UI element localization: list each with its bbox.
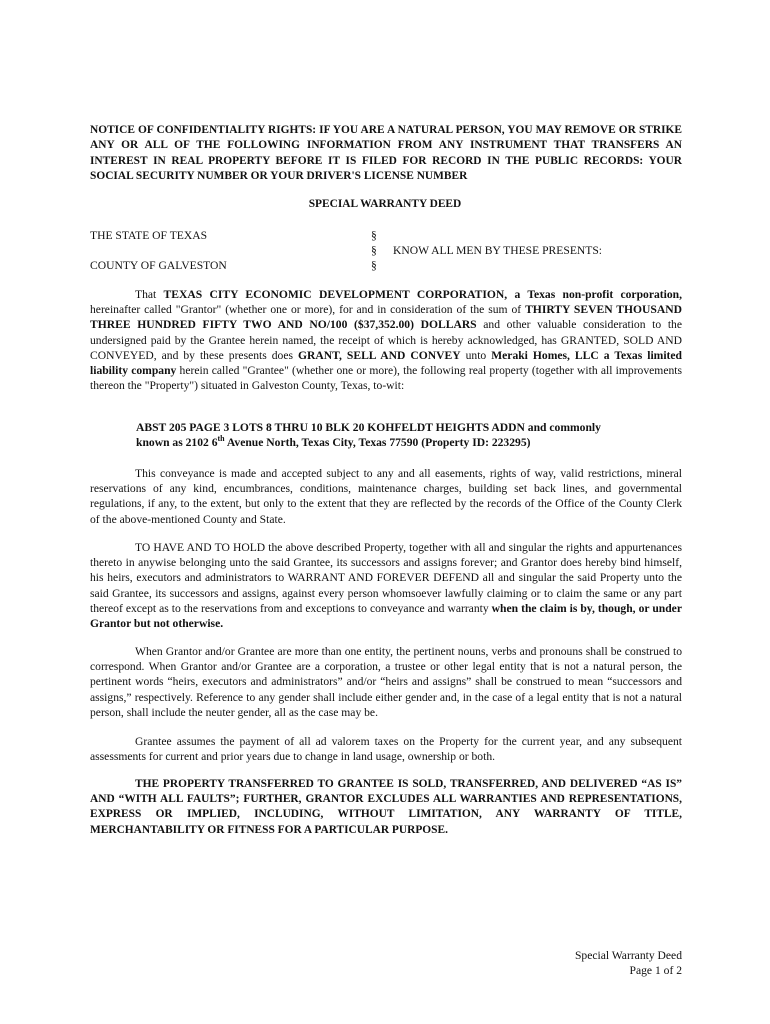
taxes-paragraph: Grantee assumes the payment of all ad valorem taxes on the Property for the current year, and any subsequent assessments for current and prior years due to change in land usage, ownership or both. [90,735,682,764]
document-title: SPECIAL WARRANTY DEED [308,198,462,210]
address-text: Avenue North, Texas City, Texas 77590 (Property ID: 223295) [224,436,531,450]
conveyance-paragraph [90,287,682,393]
state-caption: THE STATE OF TEXAS [90,229,208,242]
as-is-disclaimer: THE PROPERTY TRANSFERRED TO GRANTEE IS SOLD, TRANSFERRED, AND DELIVERED “AS IS” AND “WITH ALL FAULTS”; FURTHER, GRANTOR EXCLUDES ALL WARRANTIES AND REPRESENTATIONS, EXPRESS OR IMPLIED, INCLUDING, WITHOUT LIMITATION, ANY WARRANTY OF TITLE, MERCHANTABILITY OR FITNESS FOR A PARTICULAR PURPOSE. [90,778,682,836]
subject-to-paragraph: This conveyance is made and accepted subject to any and all easements, rights of way, valid restrictions, mineral reservations of any kind, encumbrances, conditions, maintenance charges, building set back lines, and governmental regulations, if any, to the extent, but only to the extent that they are reflected by the records of the Office of the County Clerk of the above-mentioned County and State. [90,467,682,526]
confidentiality-notice: NOTICE OF CONFIDENTIALITY RIGHTS: IF YOU ARE A NATURAL PERSON, YOU MAY REMOVE OR STRIKE ANY OR ALL OF THE FOLLOWING INFORMATION FROM ANY INSTRUMENT THAT TRANSFERS AN INTEREST IN REAL PROPERTY BEFORE IT IS FILED FOR RECORD IN THE PUBLIC RECORDS: YOUR SOCIAL SECURITY NUMBER OR YOUR DRIVER'S LICENSE NUMBER [90,124,682,182]
know-all-men-caption: KNOW ALL MEN BY THESE PRESENTS: [393,244,603,257]
conveyance-text: hereinafter called "Grantor" (whether one or more), for and in consideration of the sum of [90,303,526,317]
section-symbol: § [371,229,377,242]
construction-paragraph: When Grantor and/or Grantee are more than one entity, the pertinent nouns, verbs and pronouns shall be construed to correspond. When Grantor and/or Grantee are a corporation, a trustee or other legal entity that is not a natural person, the pertinent words “heirs, executors and administrators” and/or “heirs and assigns” shall be construed to mean “successors and assigns,” respectively. Reference to any gender shall include either gender and, in the case of a legal entity that is not a natural person, shall include the neuter gender, all as the case may be. [90,645,682,719]
grant-sell-convey: GRANT, SELL AND CONVEY [298,348,461,362]
footer-document-name: Special Warranty Deed [574,949,682,962]
habendum-bold-text: when the claim is by, though, or under Grantor but not otherwise. [90,601,682,631]
grantee-name: Meraki Homes, LLC a Texas limited liability company [90,348,682,378]
section-symbol: § [371,259,377,272]
footer-page-number: Page 1 of 2 [629,964,682,978]
address-text: known as 2102 6 [136,436,218,450]
ordinal-suffix: th [217,434,225,444]
habendum-paragraph [90,540,682,631]
section-symbol: § [371,244,377,257]
conveyance-text: and other valuable consideration to the undersigned paid by the Grantee herein named, the receipt of which is hereby acknowledged, has GRANTED, SOLD AND CONVEYED, and by these presents does [90,318,682,362]
page-footer [482,948,682,978]
county-caption: COUNTY OF GALVESTON [90,259,227,272]
consideration-amount: THIRTY SEVEN THOUSAND THREE HUNDRED FIFTY TWO AND NO/100 ($37,352.00) DOLLARS [90,303,682,332]
habendum-text: TO HAVE AND TO HOLD the above described Property, together with all and singular the rights and appurtenances thereto in anywise belonging unto the said Grantee, its successors and assigns forever; and Grantor does hereby bind himself, his heirs, executors and administrators to WARRANT AND FOREVER DEFEND all and singular the said Property unto the said Grantee, its successors and assigns, against every person whomsoever lawfully claiming or to claim the same or any part thereof except as to the reservations from and exceptions to conveyance and warranty [90,541,682,615]
legal-description [136,420,682,450]
grantor-name: TEXAS CITY ECONOMIC DEVELOPMENT CORPORATION, a Texas non-profit corporation, [163,288,682,301]
legal-description-line [136,435,682,450]
conveyance-text: That [135,288,164,301]
legal-description-line: ABST 205 PAGE 3 LOTS 8 THRU 10 BLK 20 KOHFELDT HEIGHTS ADDN and commonly [136,421,601,434]
conveyance-text: herein called "Grantee" (whether one or more), the following real property (together with all improvements thereon the "Property") situated in Galveston County, Texas, to-wit: [90,364,682,393]
conveyance-text: unto [460,348,492,362]
